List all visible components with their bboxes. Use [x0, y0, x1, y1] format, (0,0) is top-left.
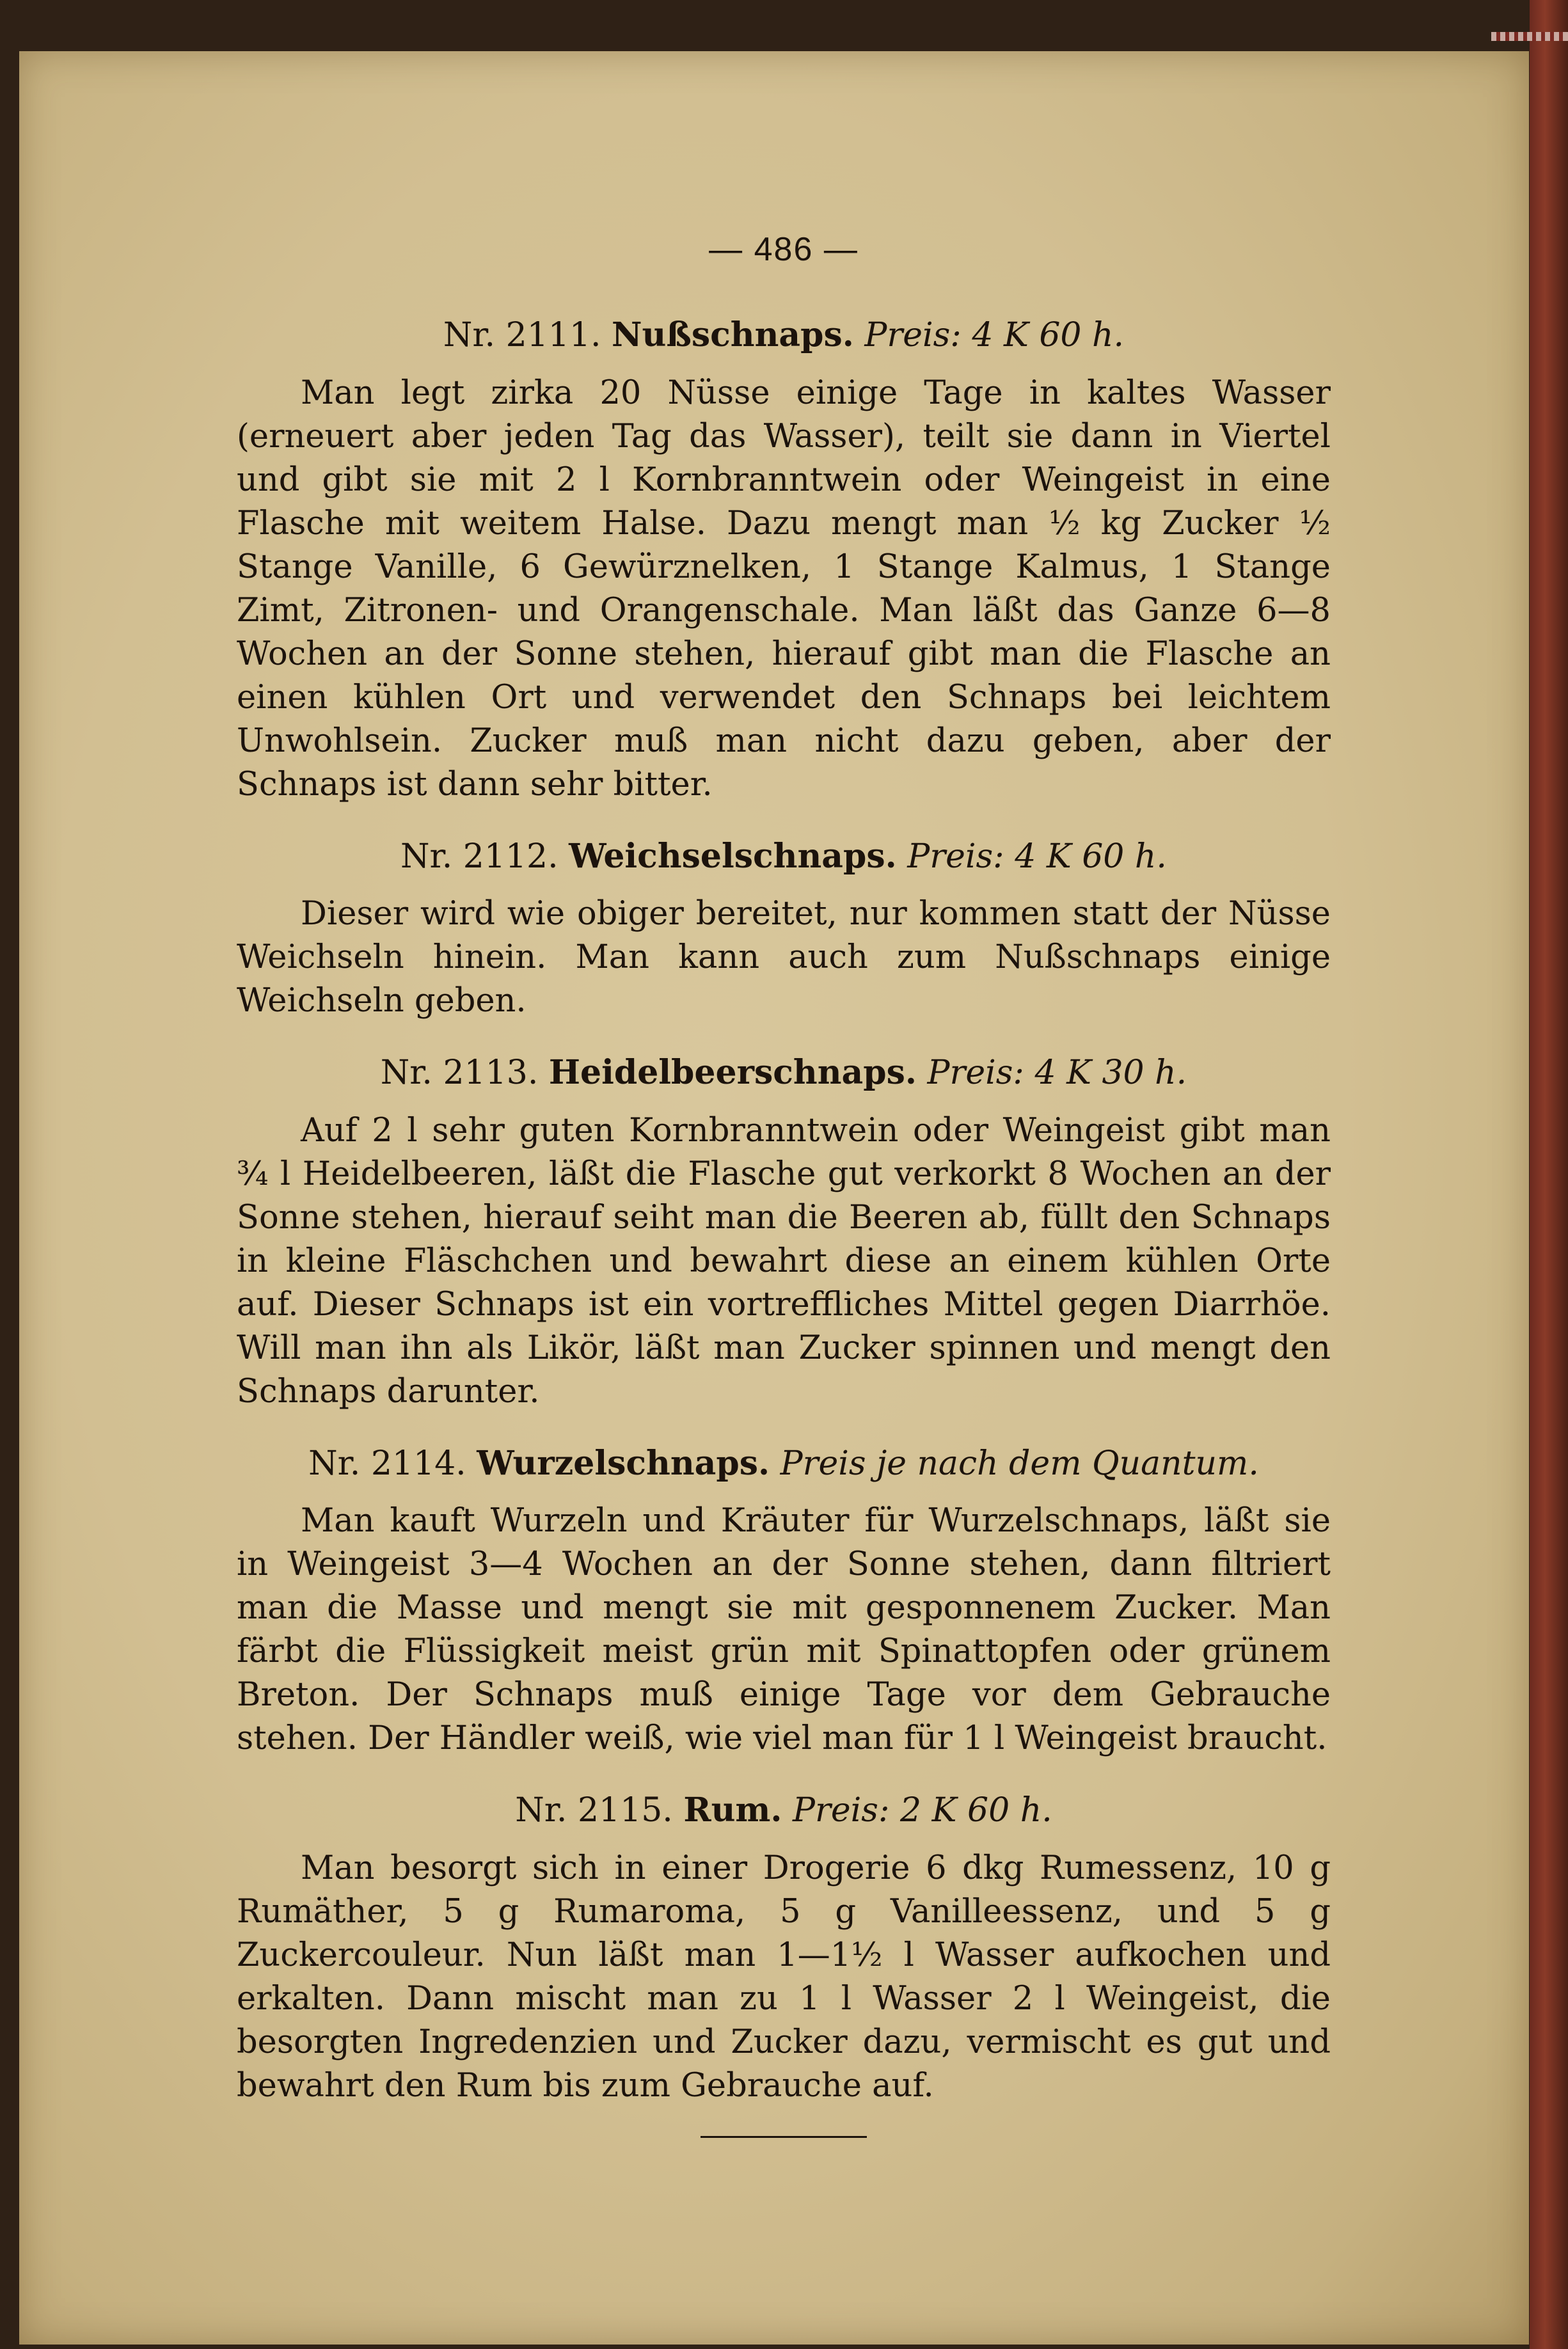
recipe-title: Nußschnaps.	[612, 315, 854, 354]
recipe-number: Nr. 2112.	[400, 837, 558, 876]
recipe-number: Nr. 2113.	[380, 1054, 539, 1093]
page-text	[237, 230, 1331, 2138]
recipe-heading	[237, 835, 1331, 879]
recipe-heading	[237, 1051, 1331, 1095]
recipe-entry	[237, 1051, 1331, 1414]
recipe-heading	[237, 1789, 1331, 1833]
recipe-text: Man legt zirka 20 Nüsse einige Tage in kaltes Wasser (erneuert aber jeden Tag das Wasser), teilt sie dann in Viertel und gibt sie mit 2 l Kornbranntwein oder Weingeist in eine Flasche mit weitem Halse. Dazu mengt man ½ kg Zucker ½ Stange Vanille, 6 Gewürznelken, 1 Stange Kalmus, 1 Stange Zimt, Zitronen- und Orangenschale. Man läßt das Ganze 6—8 Wochen an der Sonne stehen, hierauf gibt man die Flasche an einen kühlen Ort und verwendet den Schnaps bei leichtem Unwohlsein. Zucker muß man nicht dazu geben, aber der Schnaps ist dann sehr bitter.	[237, 374, 1331, 803]
recipe-title: Rum.	[683, 1791, 782, 1830]
recipe-text: Man kauft Wurzeln und Kräuter für Wurzelschnaps, läßt sie in Weingeist 3—4 Wochen an der Sonne stehen, dann filtriert man die Masse und mengt sie mit gesponnenem Zucker. Man färbt die Flüssigkeit meist grün mit Spinattopfen oder grünem Breton. Der Schnaps muß einige Tage vor dem Gebrauche stehen. Der Händler weiß, wie viel man für 1 l Weingeist braucht.	[237, 1502, 1331, 1758]
recipe-title: Wurzelschnaps.	[477, 1443, 770, 1483]
recipe-price: Preis: 2 K 60 h.	[793, 1791, 1052, 1830]
recipe-title: Heidelbeerschnaps.	[548, 1053, 917, 1093]
end-rule	[701, 2136, 867, 2138]
book-cover-edge	[1530, 0, 1568, 2349]
recipe-entry	[237, 835, 1331, 1024]
recipe-heading	[237, 313, 1331, 358]
recipe-entry	[237, 313, 1331, 807]
cover-stitching	[1491, 32, 1568, 41]
recipe-text: Dieser wird wie obiger bereitet, nur kommen statt der Nüsse Weichseln hinein. Man kann auch zum Nußschnaps einige Weichseln geben.	[237, 895, 1331, 1020]
recipe-heading	[237, 1442, 1331, 1486]
recipe-price: Preis: 4 K 30 h.	[927, 1054, 1187, 1093]
recipe-text: Auf 2 l sehr guten Kornbranntwein oder Weingeist gibt man ¾ l Heidelbeeren, läßt die Flasche gut verkorkt 8 Wochen an der Sonne stehen, hierauf seiht man die Beeren ab, füllt den Schnaps in kleine Fläschchen und bewahrt diese an einem kühlen Orte auf. Dieser Schnaps ist ein vortreffliches Mittel gegen Diarrhöe. Will man ihn als Likör, läßt man Zucker spinnen und mengt den Schnaps darunter.	[237, 1111, 1331, 1411]
recipe-entry	[237, 1789, 1331, 2108]
recipe-text: Man besorgt sich in einer Drogerie 6 dkg Rumessenz, 10 g Rumäther, 5 g Rumaroma, 5 g Vanilleessenz, und 5 g Zuckercouleur. Nun läßt man 1—1½ l Wasser aufkochen und erkalten. Dann mischt man zu 1 l Wasser 2 l Weingeist, die besorgten Ingredenzien und Zucker dazu, vermischt es gut und bewahrt den Rum bis zum Gebrauche auf.	[237, 1849, 1331, 2105]
page-number: — 486 —	[709, 231, 859, 268]
recipe-price: Preis: 4 K 60 h.	[864, 316, 1125, 354]
recipe-entry	[237, 1442, 1331, 1761]
recipe-title: Weichselschnaps.	[569, 836, 897, 876]
recipe-number: Nr. 2111.	[443, 316, 601, 354]
recipe-number: Nr. 2115.	[515, 1791, 673, 1830]
recipe-price: Preis: 4 K 60 h.	[907, 837, 1167, 876]
recipe-price: Preis je nach dem Quantum.	[780, 1444, 1259, 1483]
recipe-number: Nr. 2114.	[308, 1444, 466, 1483]
